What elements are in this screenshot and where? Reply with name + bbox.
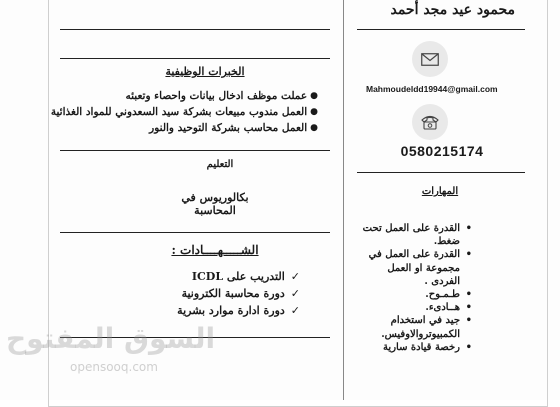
bullet-icon: ● xyxy=(310,107,318,117)
list-item: ✓التدريب على ICDL xyxy=(191,270,300,283)
skills-title: المهارات xyxy=(421,186,459,197)
experience-list xyxy=(50,88,318,136)
email-address: Mahmoudeldd19944@gmail.com xyxy=(366,84,498,94)
divider-left-3 xyxy=(60,150,330,151)
list-item: • طـمـوح. xyxy=(360,288,470,301)
divider-top-left xyxy=(60,29,330,30)
list-item: ● العمل محاسب بشركة التوحيد والنور xyxy=(149,122,318,134)
bullet-icon: ● xyxy=(310,123,318,133)
list-item: • القدرة على العمل تحت ضغط. xyxy=(360,222,470,248)
certificates-list xyxy=(150,268,300,319)
divider-top-right xyxy=(357,29,525,30)
checkmark-icon: ✓ xyxy=(290,287,300,300)
experience-title: الخبرات الوظيفية xyxy=(165,65,245,78)
list-item: • هــادىء. xyxy=(360,301,470,314)
bullet-icon: ● xyxy=(310,91,318,101)
column-divider xyxy=(343,0,344,400)
candidate-name: محمود عيد مجد أحمد xyxy=(390,2,515,18)
list-item: • رخصة قيادة سارية xyxy=(360,341,470,354)
watermark-url: opensooq.com xyxy=(70,360,158,374)
education-title: التعليم xyxy=(206,159,234,170)
list-item: ✓دورة ادارة موارد بشرية xyxy=(177,304,300,317)
checkmark-icon: ✓ xyxy=(290,304,300,317)
divider-left-2 xyxy=(60,58,330,59)
list-item: ● العمل مندوب مبيعات بشركة سيد السعدوني للمواد الغذائية xyxy=(50,106,318,118)
list-item: • القدرة على العمل في مجموعة او العمل الفردى . xyxy=(360,248,470,288)
divider-right-2 xyxy=(357,172,525,173)
skills-list xyxy=(360,222,470,354)
list-item: • جيد في استخدام الكمبيوتروالاوفيس. xyxy=(360,314,470,340)
list-item: ● عملت موظف ادخال بيانات واحصاء وتعبئه xyxy=(125,90,318,102)
list-item: ✓دورة محاسبة الكترونية xyxy=(181,287,300,300)
checkmark-icon: ✓ xyxy=(290,270,300,283)
envelope-icon xyxy=(412,41,448,77)
watermark-logo: السوق المفتوح xyxy=(6,322,216,355)
divider-left-4 xyxy=(60,232,330,233)
phone-number: 0580215174 xyxy=(400,143,484,159)
phone-icon xyxy=(412,104,448,140)
certificates-title: الشـــــهــــادات : xyxy=(171,243,259,257)
education-degree: بكالوريوس في المحاسبة xyxy=(181,191,249,217)
